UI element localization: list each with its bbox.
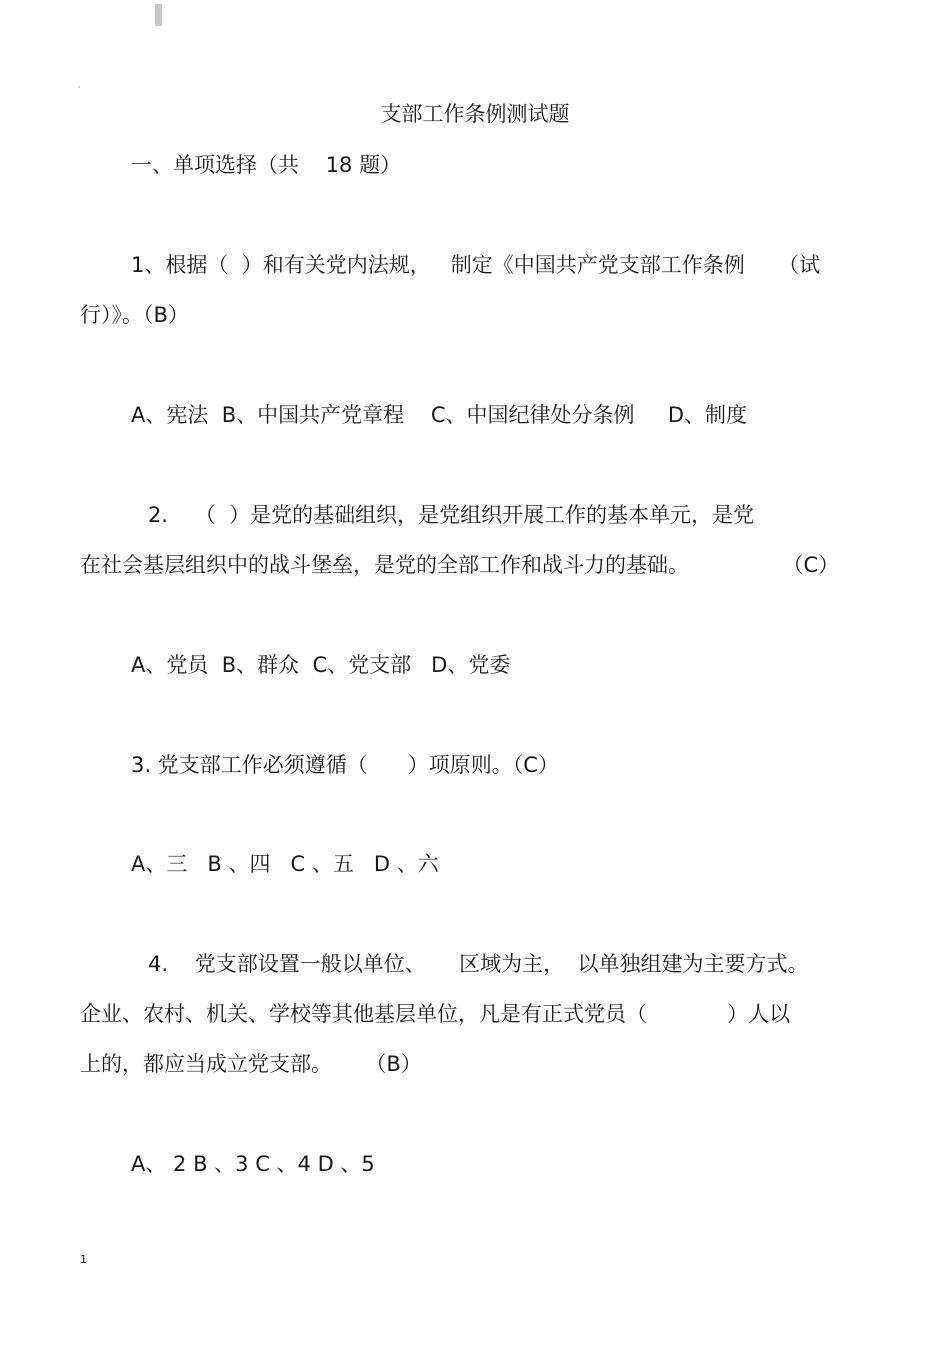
question-3-line-1: 3. 党支部工作必须遵循（ ）项原则。（C） (131, 753, 559, 777)
question-4-line-3: 上的，都应当成立党支部。 （B） (80, 1052, 422, 1076)
question-2-options: A、党员 B、群众 C、党支部 D、党委 (131, 653, 511, 677)
question-2-line-1: 2. （ ）是党的基础组织，是党组织开展工作的基本单元，是党 (148, 503, 755, 527)
section-heading: 一、单项选择（共 18 题） (131, 153, 402, 177)
page-number: 1 (80, 1253, 87, 1266)
question-2-line-2: 在社会基层组织中的战斗堡垒，是党的全部工作和战斗力的基础。 （C） (80, 553, 840, 577)
scan-artifact (155, 4, 162, 26)
question-1-options: A、宪法 B、中国共产党章程 C、中国纪律处分条例 D、制度 (131, 403, 748, 427)
question-4-line-2: 企业、农村、机关、学校等其他基层单位，凡是有正式党员（ ）人以 (80, 1002, 791, 1026)
question-3-options: A、三 B 、四 C 、五 D 、六 (131, 852, 439, 876)
question-1-line-2: 行）》。（B） (80, 303, 189, 327)
question-1-line-1: 1、根据（ ）和有关党内法规， 制定《中国共产党支部工作条例 （试 (131, 253, 821, 277)
question-4-line-1: 4. 党支部设置一般以单位、 区域为主， 以单独组建为主要方式。 (148, 952, 809, 976)
question-4-options: A、 2 B 、3 C 、4 D 、5 (131, 1152, 375, 1176)
document-title: 支部工作条例测试题 (380, 102, 570, 126)
scan-dot (78, 86, 80, 88)
